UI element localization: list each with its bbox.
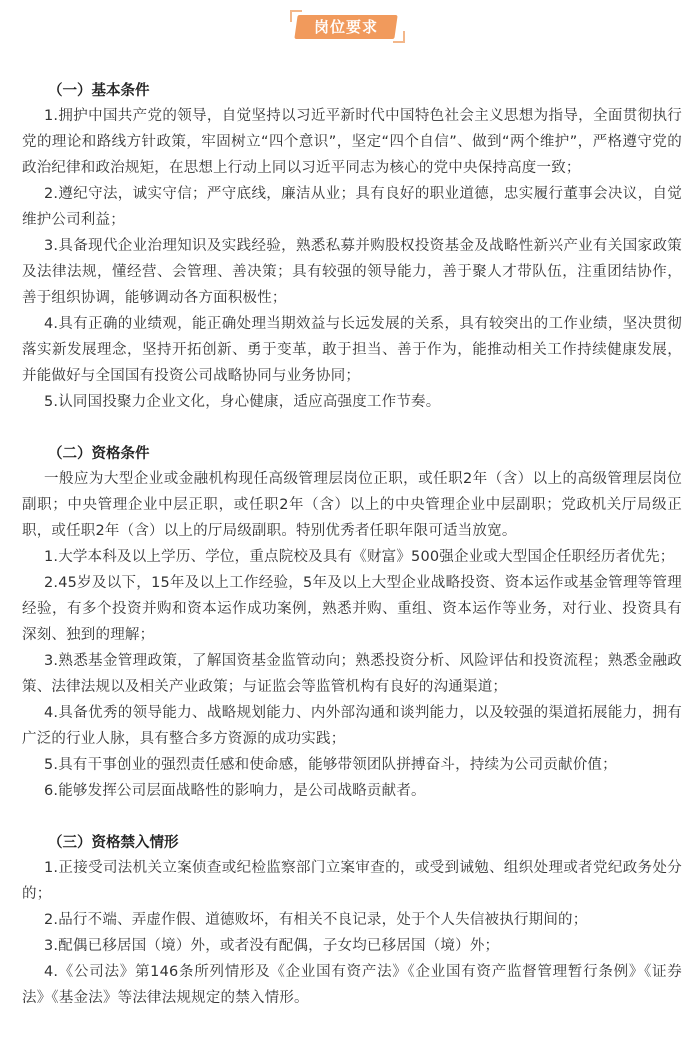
paragraph: 1.正接受司法机关立案侦查或纪检监察部门立案审查的，或受到诫勉、组织处理或者党纪政务处分的； (22, 860, 682, 902)
paragraph: 5.认同国投聚力企业文化，身心健康，适应高强度工作节奏。 (44, 394, 441, 410)
paragraph: 4.具有正确的业绩观，能正确处理当期效益与长远发展的关系，具有较突出的工作业绩，坚决贯彻落实新发展理念，坚持开拓创新、勇于变革，敢于担当、善于作为，能推动相关工作持续健康发展，并能做好与全国国有投资公司战略协同与业务协同； (22, 316, 682, 384)
paragraph: 3.配偶已移居国（境）外，或者没有配偶，子女均已移居国（境）外； (44, 938, 500, 954)
section-title: （二）资格条件 (48, 446, 150, 462)
section-title: （一）基本条件 (48, 83, 150, 99)
paragraph: 6.能够发挥公司层面战略性的影响力，是公司战略贡献者。 (44, 783, 426, 799)
page-title: 岗位要求 (313, 18, 378, 36)
paragraph: 5.具有干事创业的强烈责任感和使命感，能够带领团队拼搏奋斗，持续为公司贡献价值； (44, 757, 617, 773)
section-basic-conditions (22, 78, 682, 415)
section-title: （三）资格禁入情形 (48, 835, 179, 851)
paragraph: 2.品行不端、弄虚作假、道德败坏，有相关不良记录，处于个人失信被执行期间的； (44, 912, 588, 928)
paragraph: 3.具备现代企业治理知识及实践经验，熟悉私募并购股权投资基金及战略性新兴产业有关国家政策及法律法规，懂经营、会管理、善决策；具有较强的领导能力，善于聚人才带队伍，注重团结协作，善于组织协调，能够调动各方面积极性； (22, 238, 682, 306)
paragraph: 3.熟悉基金管理政策，了解国资基金监管动向；熟悉投资分析、风险评估和投资流程；熟悉金融政策、法律法规以及相关产业政策；与证监会等监管机构有良好的沟通渠道； (22, 653, 682, 695)
section-qualifications (22, 441, 682, 804)
paragraph: 1.大学本科及以上学历、学位，重点院校及具有《财富》500强企业或大型国企任职经历者优先； (44, 549, 675, 565)
paragraph: 2.45岁及以下，15年及以上工作经验，5年及以上大型企业战略投资、资本运作或基金管理等管理经验，有多个投资并购和资本运作成功案例，熟悉并购、重组、资本运作等业务，对行业、投资具有深刻、独到的理解； (22, 575, 682, 643)
paragraph: 一般应为大型企业或金融机构现任高级管理层岗位正职，或任职2年（含）以上的高级管理层岗位副职；中央管理企业中层正职，或任职2年（含）以上的中央管理企业中层副职；党政机关厅局级正职，或任职2年（含）以上的厅局级副职。特别优秀者任职年限可适当放宽。 (22, 471, 682, 539)
paragraph: 2.遵纪守法，诚实守信；严守底线，廉洁从业；具有良好的职业道德，忠实履行董事会决议，自觉维护公司利益； (22, 186, 682, 228)
section-header (0, 6, 700, 46)
section-prohibited-circumstances (22, 830, 682, 1011)
title-badge (290, 10, 405, 43)
requirements-content (22, 78, 682, 1011)
paragraph: 1.拥护中国共产党的领导，自觉坚持以习近平新时代中国特色社会主义思想为指导，全面贯彻执行党的理论和路线方针政策，牢固树立“四个意识”，坚定“四个自信”、做到“两个维护”，严格遵守党的政治纪律和政治规矩，在思想上行动上同以习近平同志为核心的党中央保持高度一致； (22, 108, 682, 176)
paragraph: 4.具备优秀的领导能力、战略规划能力、内外部沟通和谈判能力，以及较强的渠道拓展能力，拥有广泛的行业人脉，具有整合多方资源的成功实践； (22, 705, 682, 747)
paragraph: 4.《公司法》第146条所列情形及《企业国有资产法》《企业国有资产监督管理暂行条例》《证券法》《基金法》等法律法规规定的禁入情形。 (22, 964, 682, 1006)
